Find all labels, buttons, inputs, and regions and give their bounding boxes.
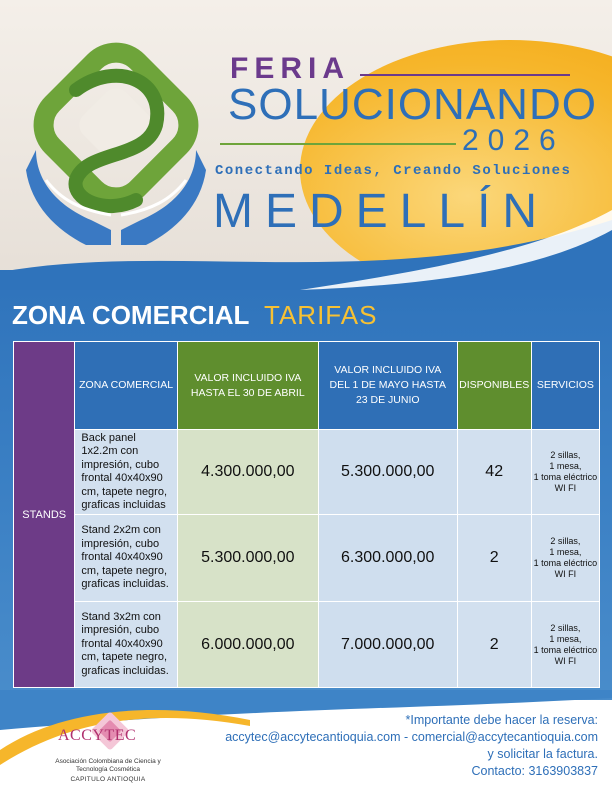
- table-header-row: [14, 342, 600, 430]
- row-services: [531, 602, 599, 688]
- service-item: 2 sillas,: [550, 536, 581, 546]
- tagline: Conectando Ideas, Creando Soluciones: [215, 163, 572, 179]
- header-price-april: VALOR INCLUIDO IVA HASTA EL 30 DE ABRIL: [177, 342, 318, 430]
- service-item: WI FI: [554, 569, 577, 579]
- service-item: 1 toma eléctrico: [533, 644, 598, 655]
- row-available: 42: [457, 430, 531, 515]
- row-services: [531, 430, 599, 515]
- row-price-june: 6.300.000,00: [318, 515, 457, 602]
- service-item: 1 mesa,: [549, 547, 582, 557]
- service-item: 2 sillas,: [550, 622, 581, 633]
- title-solucionando: SOLUCIONANDO: [228, 80, 597, 129]
- accytec-chapter: CAPITULO ANTIOQUIA: [70, 776, 146, 783]
- reservation-note: *Importante debe hacer la reserva:: [405, 713, 598, 727]
- table-row: [14, 430, 600, 515]
- row-price-april: 6.000.000,00: [177, 602, 318, 688]
- service-item: 2 sillas,: [550, 450, 581, 460]
- row-price-april: 5.300.000,00: [177, 515, 318, 602]
- city-name: MEDELLÍN: [213, 185, 550, 238]
- zone-title: ZONA COMERCIAL: [12, 300, 250, 330]
- table-row: [14, 602, 600, 688]
- row-description: Back panel 1x2.2m con impresión, cubo frontal 40x40x90 cm, tapete negro, graficas incluidas: [75, 430, 177, 515]
- pricing-table: [13, 341, 600, 688]
- accytec-full-name: Asociación Colombiana de Ciencia y Tecnología Cosmética: [55, 758, 161, 773]
- solucionando-logo-icon: [16, 30, 216, 255]
- row-available: 2: [457, 602, 531, 688]
- contact-phone[interactable]: Contacto: 3163903837: [471, 764, 598, 778]
- contact-emails[interactable]: accytec@accytecantioquia.com - comercial@accytecantioquia.com: [225, 730, 598, 744]
- header-price-june: VALOR INCLUIDO IVA DEL 1 DE MAYO HASTA 23 DE JUNIO: [318, 342, 457, 430]
- header-services: SERVICIOS: [531, 342, 599, 430]
- service-item: WI FI: [554, 483, 577, 493]
- header-available: DISPONIBLES: [457, 342, 531, 430]
- title-year: 2026: [462, 124, 565, 157]
- service-item: 1 toma eléctrico: [533, 472, 598, 482]
- header-zone: ZONA COMERCIAL: [75, 342, 177, 430]
- row-description: Stand 3x2m con impresión, cubo frontal 40x40x90 cm, tapete negro, graficas incluidas.: [75, 602, 177, 688]
- row-price-april: 4.300.000,00: [177, 430, 318, 515]
- service-item: 1 mesa,: [549, 633, 582, 644]
- accytec-name: ACCYTEC: [58, 727, 137, 744]
- row-available: 2: [457, 515, 531, 602]
- stands-label: STANDS: [14, 342, 75, 688]
- title-feria: FERIA: [230, 52, 350, 85]
- table-row: [14, 515, 600, 602]
- service-item: 1 toma eléctrico: [533, 558, 598, 568]
- row-description: Stand 2x2m con impresión, cubo frontal 40x40x90 cm, tapete negro, graficas incluidas.: [75, 515, 177, 602]
- row-services: [531, 515, 599, 602]
- zone-subtitle: TARIFAS: [264, 300, 378, 330]
- contact-block: [225, 712, 598, 780]
- row-price-june: 7.000.000,00: [318, 602, 457, 688]
- title-divider: [360, 74, 570, 76]
- service-item: 1 mesa,: [549, 461, 582, 471]
- year-divider: [220, 143, 456, 145]
- row-price-june: 5.300.000,00: [318, 430, 457, 515]
- service-item: WI FI: [554, 655, 577, 666]
- invoice-note: y solicitar la factura.: [487, 747, 598, 761]
